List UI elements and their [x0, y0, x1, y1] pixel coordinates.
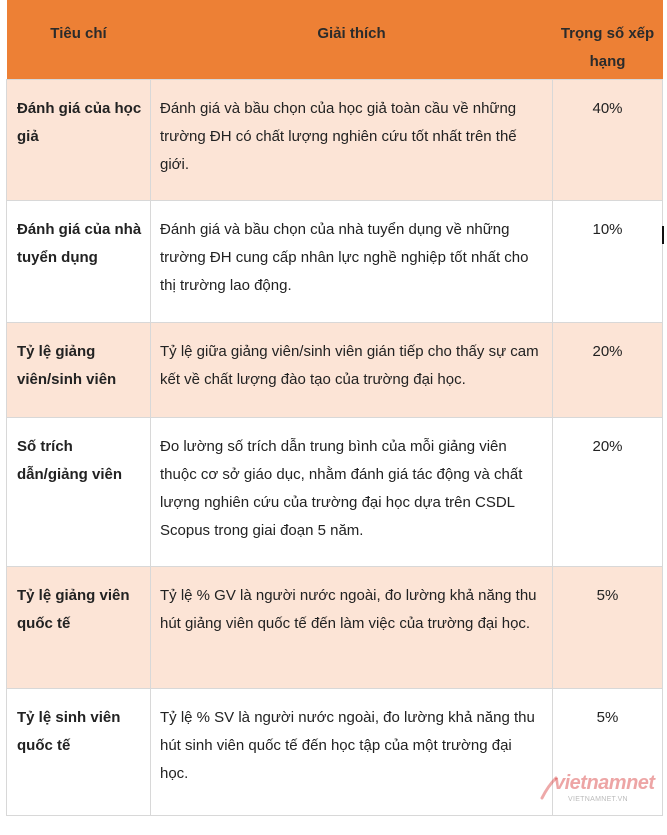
- ranking-criteria-table: [6, 0, 663, 816]
- header-weight: Trọng số xếp hạng: [553, 0, 663, 79]
- explanation-cell: Tỷ lệ % SV là người nước ngoài, đo lường khả năng thu hút sinh viên quốc tế đến học tập của một trường đại học.: [151, 688, 553, 815]
- weight-cell: 10%: [553, 200, 663, 322]
- watermark-domain: VIETNAMNET.VN: [568, 796, 628, 803]
- text-cursor-mark: [662, 226, 664, 244]
- table-row: [7, 79, 663, 200]
- criterion-cell: Tỷ lệ giảng viên/sinh viên: [7, 322, 151, 417]
- explanation-cell: Đánh giá và bầu chọn của học giả toàn cầu về những trường ĐH có chất lượng nghiên cứu tốt nhất trên thế giới.: [151, 79, 553, 200]
- weight-cell: 20%: [553, 417, 663, 566]
- table-row: [7, 566, 663, 688]
- table-row: [7, 322, 663, 417]
- explanation-cell: Đo lường số trích dẫn trung bình của mỗi giảng viên thuộc cơ sở giáo dục, nhằm đánh giá tác động và chất lượng nghiên cứu của trường đại học dựa trên CSDL Scopus trong giai đoạn 5 năm.: [151, 417, 553, 566]
- explanation-cell: Tỷ lệ giữa giảng viên/sinh viên gián tiếp cho thấy sự cam kết về chất lượng đào tạo của trường đại học.: [151, 322, 553, 417]
- criterion-cell: Số trích dẫn/giảng viên: [7, 417, 151, 566]
- weight-cell: 5%: [553, 566, 663, 688]
- table-header: [7, 0, 663, 79]
- explanation-cell: Đánh giá và bầu chọn của nhà tuyển dụng về những trường ĐH cung cấp nhân lực nghề nghiệp tốt nhất cho thị trường lao động.: [151, 200, 553, 322]
- weight-cell: 20%: [553, 322, 663, 417]
- table-body: [7, 79, 663, 815]
- explanation-cell: Tỷ lệ % GV là người nước ngoài, đo lường khả năng thu hút giảng viên quốc tế đến làm việc của trường đại học.: [151, 566, 553, 688]
- table-row: [7, 417, 663, 566]
- weight-cell: 5%: [553, 688, 663, 815]
- criterion-cell: Đánh giá của học giả: [7, 79, 151, 200]
- table-row: [7, 200, 663, 322]
- criterion-cell: Tỷ lệ sinh viên quốc tế: [7, 688, 151, 815]
- watermark-brand: vietnamnet: [554, 772, 655, 794]
- criterion-cell: Đánh giá của nhà tuyển dụng: [7, 200, 151, 322]
- vietnamnet-watermark-logo: [540, 772, 655, 808]
- header-row: [7, 0, 663, 79]
- header-explanation: Giải thích: [151, 0, 553, 79]
- header-criterion: Tiêu chí: [7, 0, 151, 79]
- weight-cell: 40%: [553, 79, 663, 200]
- criterion-cell: Tỷ lệ giảng viên quốc tế: [7, 566, 151, 688]
